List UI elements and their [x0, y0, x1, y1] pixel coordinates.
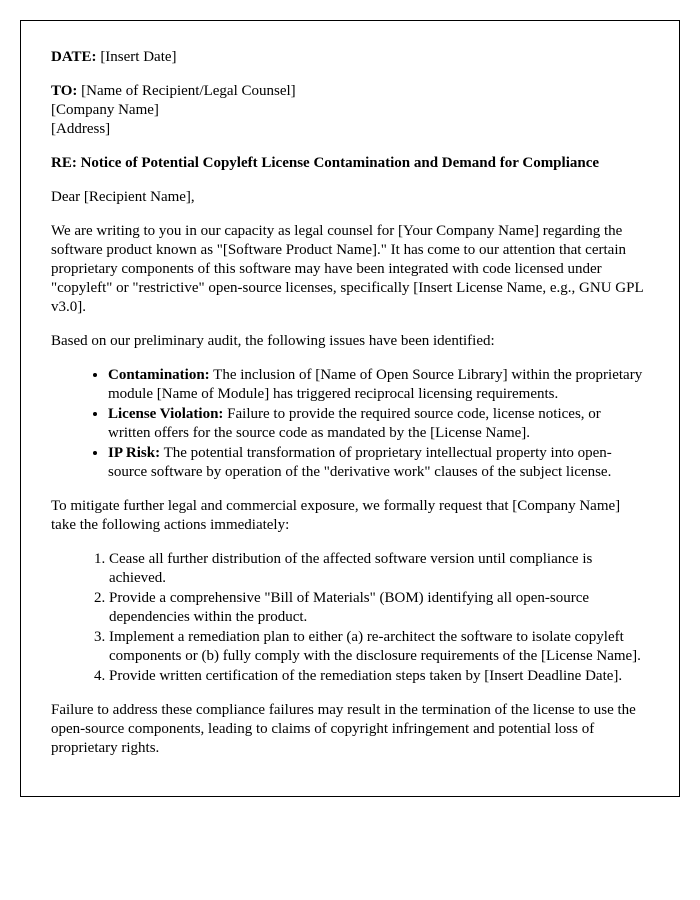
paragraph-failure-warning: Failure to address these compliance failures may result in the termination of the license to use the open-source components, leading to claims of copyright infringement and potential loss of proprietary rights. — [51, 702, 636, 756]
subject-line — [51, 154, 647, 173]
paragraph-request: To mitigate further legal and commercial exposure, we formally request that [Company Name] take the following actions immediately: — [51, 498, 621, 533]
paragraph-audit: Based on our preliminary audit, the following issues have been identified: — [51, 333, 495, 349]
issue-label: IP Risk: — [108, 445, 161, 461]
salutation: Dear [Recipient Name], — [51, 189, 195, 205]
to-value: [Name of Recipient/Legal Counsel] — [77, 83, 296, 99]
recipient-line — [51, 82, 647, 101]
issue-item-ip-risk — [108, 444, 647, 482]
date-label: DATE: — [51, 49, 97, 65]
issue-label: License Violation: — [108, 406, 224, 422]
subject-text: RE: Notice of Potential Copyleft License Contamination and Demand for Compliance — [51, 155, 600, 171]
action-item-remediation-plan: 3. Implement a remediation plan to either (a) re-architect the software to isolate copyleft components or (b) fully comply with the disclosure requirements of the [License Name]. — [109, 628, 647, 666]
action-item-written-certification: 4. Provide written certification of the remediation steps taken by [Insert Deadline Date]. — [109, 667, 647, 686]
actions-list — [51, 550, 647, 686]
issue-text: The potential transformation of proprietary intellectual property into open-source software by operation of the "derivative work" clauses of the subject license. — [108, 445, 612, 480]
address-line: [Address] — [51, 121, 111, 137]
issue-text: The inclusion of [Name of Open Source Library] within the proprietary module [Name of Module] has triggered reciprocal licensing requirements. — [108, 367, 643, 402]
letter-document — [20, 20, 680, 797]
date-line — [51, 48, 647, 67]
date-value: [Insert Date] — [96, 49, 177, 65]
action-item-bill-of-materials: 2. Provide a comprehensive "Bill of Materials" (BOM) identifying all open-source dependencies within the product. — [109, 589, 647, 627]
issue-text: Failure to provide the required source code, license notices, or written offers for the source code as mandated by the [License Name]. — [108, 406, 601, 441]
action-item-cease-distribution: 1. Cease all further distribution of the affected software version until compliance is achieved. — [109, 550, 647, 588]
company-line: [Company Name] — [51, 102, 159, 118]
issues-list — [51, 366, 647, 482]
issue-label: Contamination: — [108, 367, 210, 383]
issue-item-contamination — [108, 366, 647, 404]
issue-item-license-violation — [108, 405, 647, 443]
paragraph-intro: We are writing to you in our capacity as legal counsel for [Your Company Name] regarding the software product known as "[Software Product Name]." It has come to our attention that certain proprietary components of this software may have been integrated with code licensed under "copyleft" or "restrictive" open-source licenses, specifically [Insert License Name, e.g., GNU GPL v3.0]. — [51, 223, 644, 315]
to-label: TO: — [51, 83, 78, 99]
